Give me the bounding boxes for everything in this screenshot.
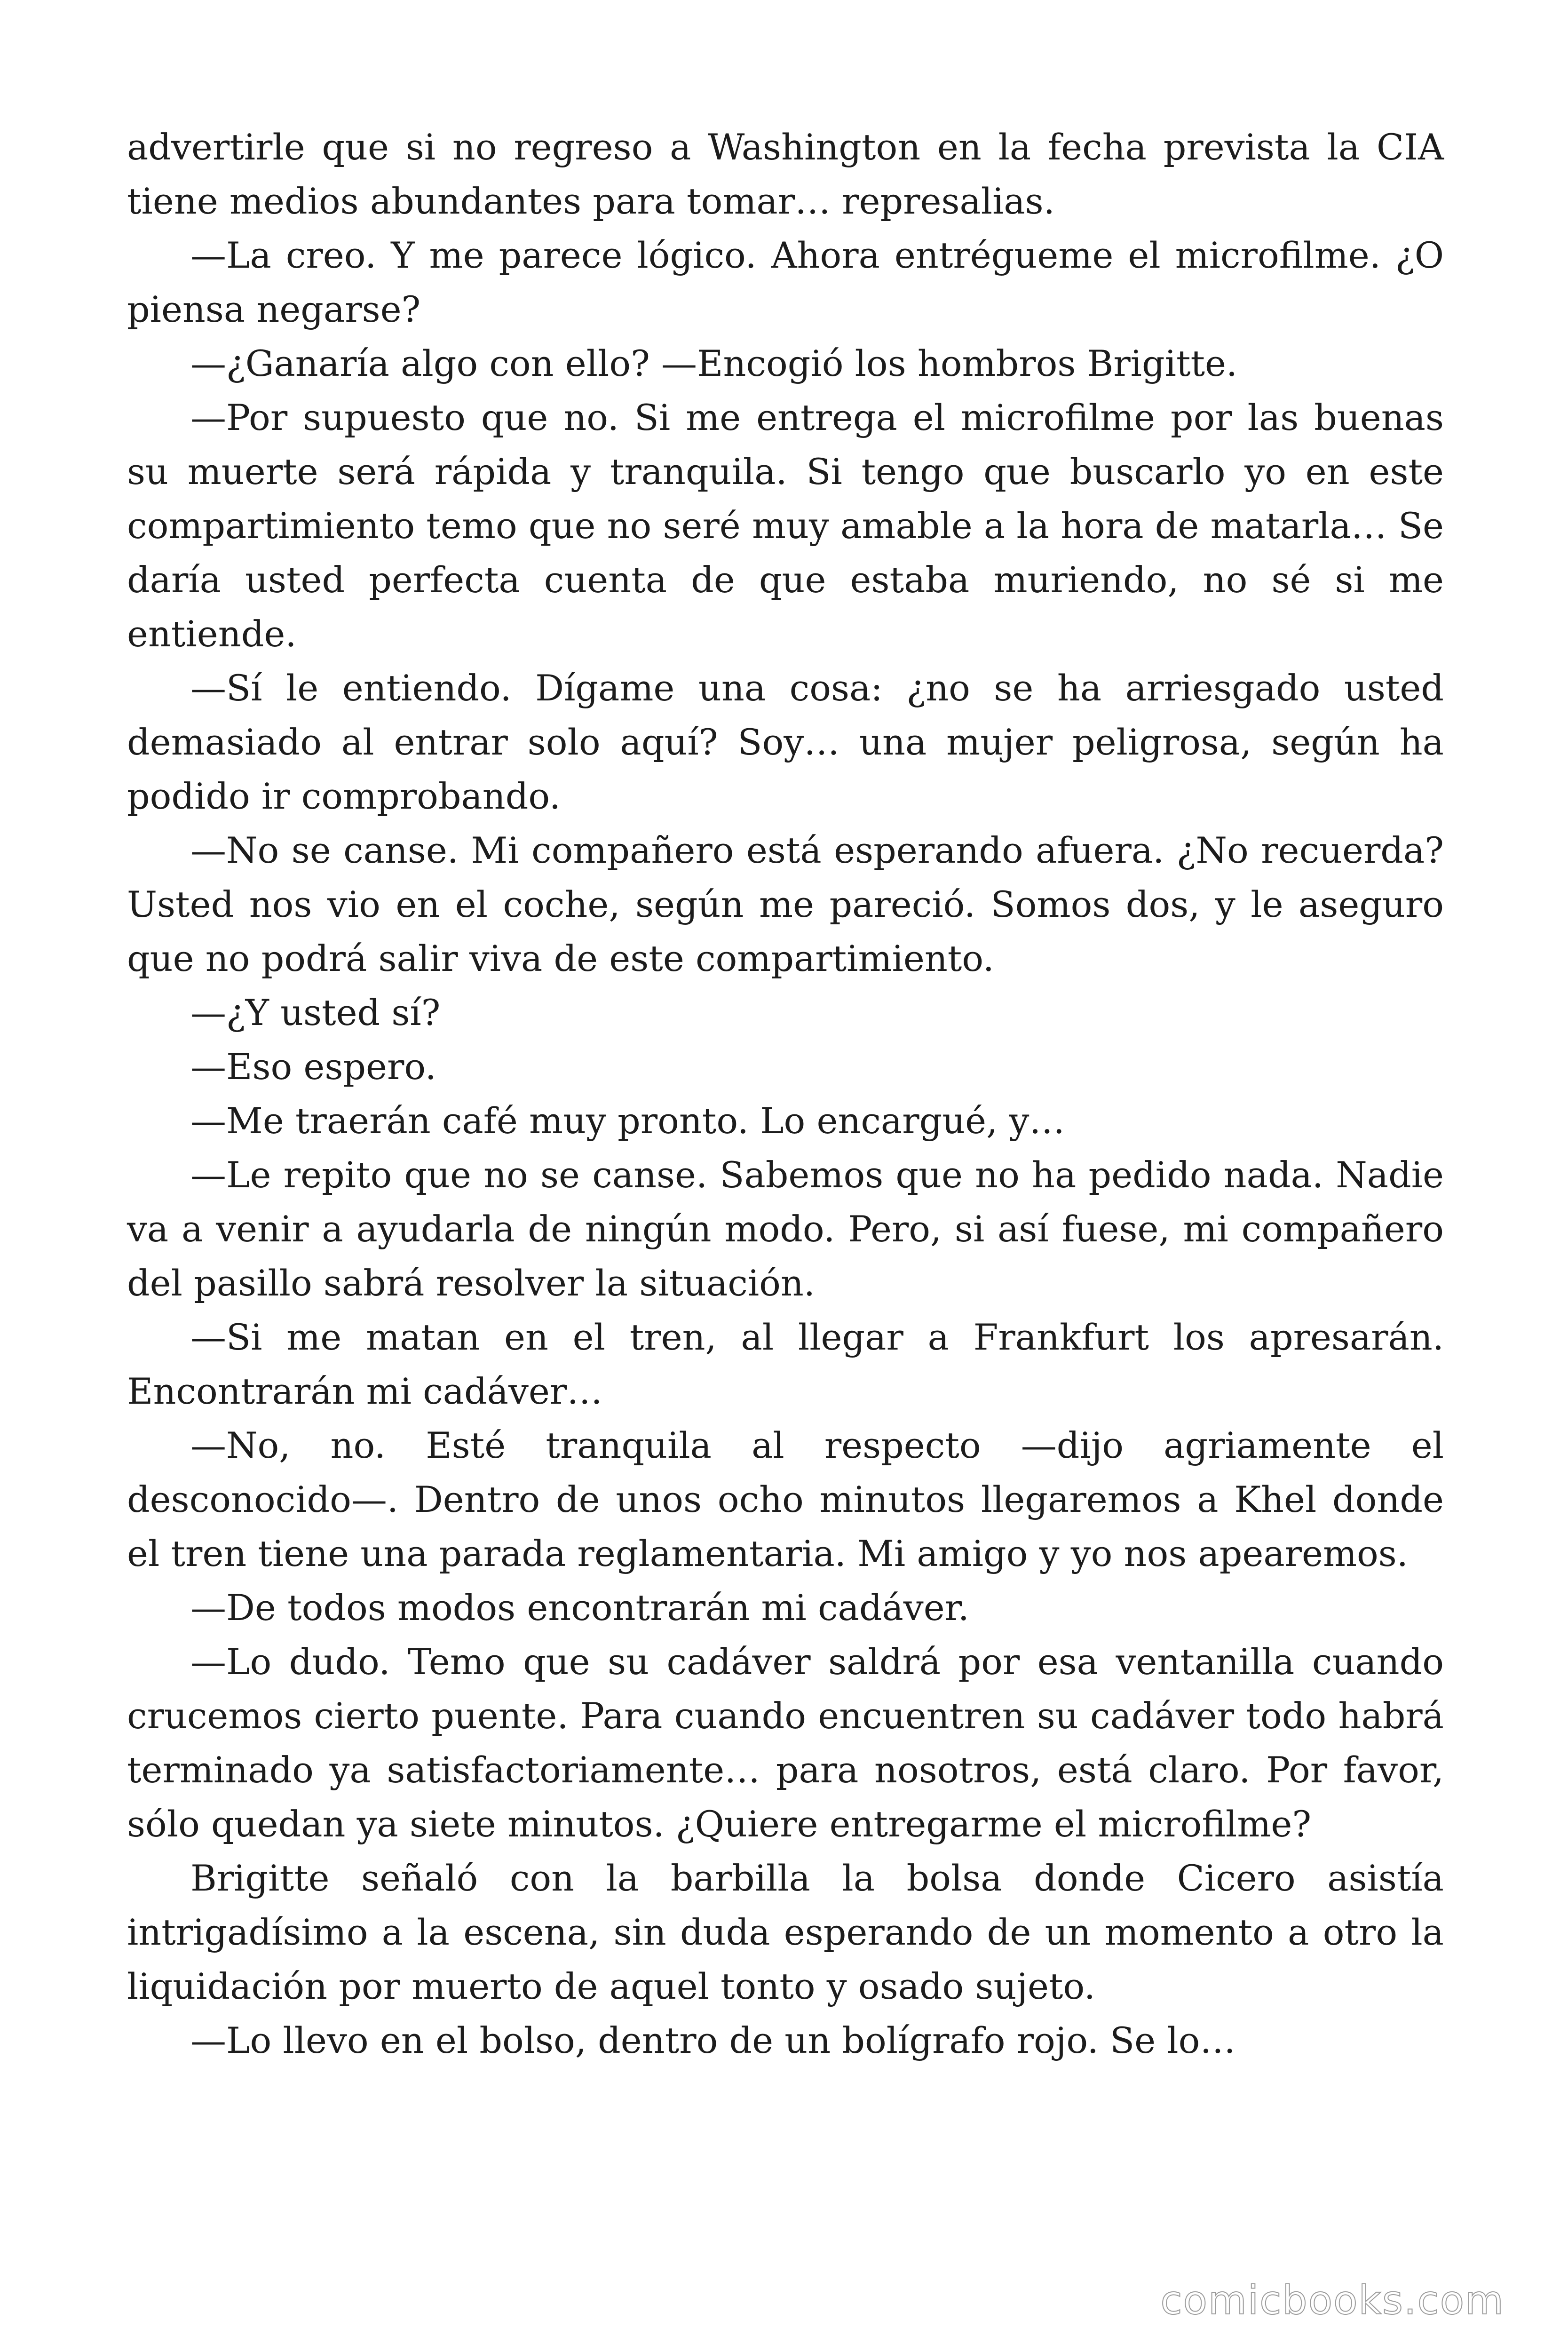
paragraph-1: advertirle que si no regreso a Washington en la fecha prevista la CIA tiene medios abundantes para tomar… represalias. [127, 126, 1444, 222]
paragraph-5: —Sí le entiendo. Dígame una cosa: ¿no se ha arriesgado usted demasiado al entrar solo aquí? Soy… una mujer peligrosa, según ha podido ir comprobando. [127, 667, 1444, 817]
paragraph-14: —Lo dudo. Temo que su cadáver saldrá por esa ventanilla cuando crucemos cierto puente. Para cuando encuentren su cadáver todo habrá terminado ya satisfactoriamente… para nosotros, está claro. Por favor, sólo quedan ya siete minutos. ¿Quiere entregarme el microfilme? [127, 1641, 1444, 1845]
paragraph-2: —La creo. Y me parece lógico. Ahora entrégueme el microfilme. ¿O piensa negarse? [127, 234, 1444, 330]
paragraph-7: —¿Y usted sí? [190, 992, 441, 1033]
paragraph-8: —Eso espero. [190, 1046, 436, 1088]
paragraph-16: —Lo llevo en el bolso, dentro de un bolígrafo rojo. Se lo… [190, 2019, 1236, 2061]
paragraph-13: —De todos modos encontrarán mi cadáver. [190, 1587, 969, 1629]
paragraph-15: Brigitte señaló con la barbilla la bolsa donde Cicero asistía intrigadísimo a la escena, sin duda esperando de un momento a otro la liquidación por muerto de aquel tonto y osado sujeto. [127, 1857, 1444, 2007]
paragraph-10: —Le repito que no se canse. Sabemos que no ha pedido nada. Nadie va a venir a ayudarla de ningún modo. Pero, si así fuese, mi compañero del pasillo sabrá resolver la situación. [127, 1154, 1444, 1304]
paragraph-6: —No se canse. Mi compañero está esperando afuera. ¿No recuerda? Usted nos vio en el coche, según me pareció. Somos dos, y le aseguro que no podrá salir viva de este compartimiento. [127, 829, 1444, 979]
paragraph-4: —Por supuesto que no. Si me entrega el microfilme por las buenas su muerte será rápida y tranquila. Si tengo que buscarlo yo en este compartimiento temo que no seré muy amable a la hora de matarla… Se daría usted perfecta cuenta de que estaba muriendo, no sé si me entiende. [127, 397, 1444, 655]
paragraph-12: —No, no. Esté tranquila al respecto —dijo agriamente el desconocido—. Dentro de unos ocho minutos llegaremos a Khel donde el tren tiene una parada reglamentaria. Mi amigo y yo nos apearemos. [127, 1424, 1444, 1574]
paragraph-11: —Si me matan en el tren, al llegar a Frankfurt los apresarán. Encontrarán mi cadáver… [127, 1316, 1444, 1412]
paragraph-3: —¿Ganaría algo con ello? —Encogió los hombros Brigitte. [190, 342, 1238, 384]
page-body [127, 120, 1444, 2067]
watermark: comicbooks.com [1160, 2277, 1505, 2323]
paragraph-9: —Me traerán café muy pronto. Lo encargué, y… [190, 1100, 1065, 1142]
